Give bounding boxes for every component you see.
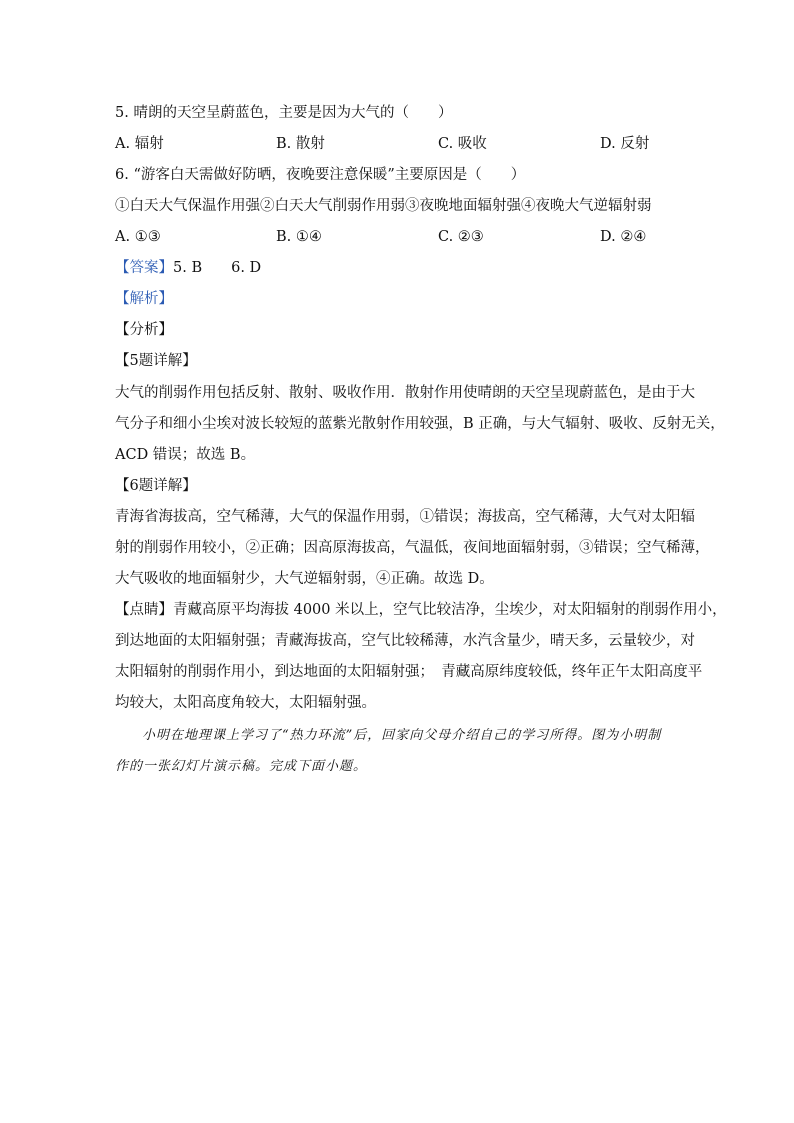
detail-6-line-1: 青海省海拔高，空气稀薄，大气的保温作用弱，①错误；海拔高，空气稀薄，大气对太阳辐 — [115, 509, 695, 525]
detail-6-line-2: 射的削弱作用较小，②正确；因高原海拔高，气温低，夜间地面辐射弱，③错误；空气稀薄， — [115, 540, 710, 556]
answer-tag: 【答案】 — [115, 260, 173, 276]
detail-5-line-1: 大气的削弱作用包括反射、散射、吸收作用．散射作用使晴朗的天空呈现蔚蓝色，是由于大 — [115, 385, 695, 401]
question-6-option-d: D. ②④ — [600, 229, 647, 245]
answer-text: 5. B 6. D — [173, 260, 262, 276]
question-6-option-a: A. ①③ — [115, 229, 161, 245]
detail-5-tag: 【5题详解】 — [115, 353, 197, 369]
question-5-stem: 5. 晴朗的天空呈蔚蓝色，主要是因为大气的（ ） — [115, 105, 453, 121]
dianjing-line-4: 均较大，太阳高度角较大，太阳辐射强。 — [115, 695, 376, 711]
question-5-option-a: A. 辐射 — [115, 136, 164, 152]
question-6-option-c: C. ②③ — [438, 229, 484, 245]
question-5-option-d: D. 反射 — [600, 136, 650, 152]
analysis-tag: 【解析】 — [115, 291, 173, 307]
detail-6-tag: 【6题详解】 — [115, 478, 197, 494]
detail-6-line-3: 大气吸收的地面辐射少，大气逆辐射弱，④正确。故选 D。 — [115, 571, 494, 587]
dianjing-line-1 — [115, 600, 727, 620]
question-6-stem: 6. “游客白天需做好防晒，夜晚要注意保暖”主要原因是（ ） — [115, 167, 526, 183]
detail-5-line-2: 气分子和细小尘埃对波长较短的蓝紫光散射作用较强，B 正确，与大气辐射、吸收、反射无关， — [115, 416, 725, 432]
question-6-option-b: B. ①④ — [276, 229, 322, 245]
dianjing-line-2: 到达地面的太阳辐射强；青藏海拔高，空气比较稀薄，水汽含量少，晴天多，云量较少，对 — [115, 633, 695, 649]
answer-line — [115, 258, 261, 278]
fenxi-tag: 【分析】 — [115, 322, 173, 338]
intro-line-1: 小明在地理课上学习了“热力环流”后，回家向父母介绍自己的学习所得。图为小明制 — [142, 728, 662, 743]
intro-line-2: 作的一张幻灯片演示稿。完成下面小题。 — [115, 759, 368, 774]
detail-5-line-3: ACD 错误；故选 B。 — [115, 447, 256, 463]
question-5-option-b: B. 散射 — [276, 136, 325, 152]
dianjing-text-1: 青藏高原平均海拔 4000 米以上，空气比较洁净，尘埃少，对太阳辐射的削弱作用小， — [173, 602, 727, 618]
dianjing-line-3: 太阳辐射的削弱作用小，到达地面的太阳辐射强； 青藏高原纬度较低，终年正午太阳高度平 — [115, 664, 703, 680]
dianjing-tag: 【点睛】 — [115, 602, 173, 618]
question-6-statements: ①白天大气保温作用强②白天大气削弱作用弱③夜晚地面辐射强④夜晚大气逆辐射弱 — [115, 198, 652, 214]
question-5-option-c: C. 吸收 — [438, 136, 487, 152]
